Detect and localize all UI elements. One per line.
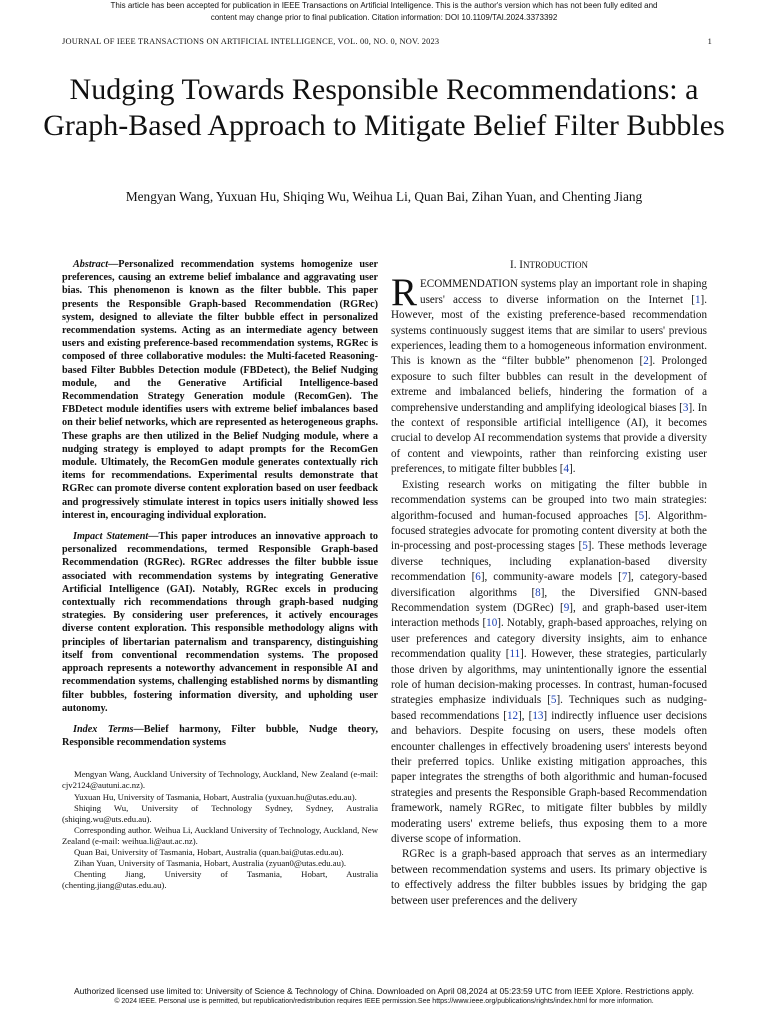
copyright-notice: © 2024 IEEE. Personal use is permitted, but republication/redistribution requires IEEE permission.See https://www.ieee.org/publications/rights/index.html for more information. <box>114 998 654 1005</box>
abstract-text: Personalized recommendation systems homogenize user preferences, causing an extreme belief imbalance and aggravating user bias. This phenomenon is known as the filter bubble. This paper presents the Responsible Graph-based Recommendation (RGRec) system, designed to alleviate the filter bubble effect in personalized recommendation systems. Acting as an intermediate agency between users and existing preference-based recommendation systems, RGRec is composed of three collaborative modules: the Multi-faceted Reasoning-based Filter Bubbles Detection module (FBDetect), the Belief Nudging module, and the Generative Artificial Intelligence-based Recommendation Strategy Generation module (RecomGen). The FBDetect module identifies users with extreme belief imbalances based on their belief networks, which are represented as heterogeneous graphs. These graphs are then utilized in the Belief Nudging module, where a nudging strategy is employed to adapt prompts for the RecomGen module. Ultimately, the RecomGen module generates contextually rich items for recommendations. Experimental results demonstrate that RGRec can promote diverse content exploration based on user feedback and progressively stimulate interest in topics users initially showed less interest in, encouraging individual exploration. <box>62 259 378 521</box>
citation-link[interactable]: 12 <box>506 709 519 722</box>
affiliation-note: Mengyan Wang, Auckland University of Technology, Auckland, New Zealand (e-mail: cjv2124@autuni.ac.nz). <box>62 769 378 791</box>
citation-link[interactable]: 5 <box>550 694 557 707</box>
download-footer <box>0 986 768 1007</box>
citation-link[interactable]: 1 <box>694 293 701 306</box>
affiliation-note: Yuxuan Hu, University of Tasmania, Hobart, Australia (yuxuan.hu@utas.edu.au). <box>74 791 357 802</box>
intro-paragraph-2: Existing research works on mitigating the filter bubble in recommendation systems can be grouped into two main strategies: algorithm-focused and human-focused approaches [5]. Algorithm-focused strategies advocate for promoting content diversity at both the in-processing and post-processing stages [5]. These methods leverage diverse techniques, including explanation-based diversity recommendation [6], community-aware models [7], category-based diversification algorithms [8], the Diversified GNN-based Recommendation system (DGRec) [9], and graph-based user-item interaction methods [10]. Notably, graph-based approaches, relying on user preferences and category diversity insights, aim to enhance recommendation quality [11]. However, these strategies, particularly those driven by algorithms, may unintentionally ignore the essential role of human decision-making processes. In contrast, human-focused strategies emphasize individuals [5]. Techniques such as nudging-based recommendations [12], [13] indirectly influence user decisions and behaviors. Despite focusing on users, these models often encounter challenges in effectively broadening users' interests beyond their preferred topics. Unlike existing mitigation approaches, this paper integrates the strengths of both algorithmic and human-focused strategies and presents the Responsible Graph-based Recommendation framework, namely RGRec, to mitigate filter bubbles by mildly moderating users' extreme beliefs, thus exposing them to a more diverse scope of information. <box>391 478 708 846</box>
page-number: 1 <box>707 37 712 46</box>
abstract: Abstract—Personalized recommendation systems homogenize user preferences, causing an extreme belief imbalance and aggravating user bias. This phenomenon is known as the filter bubble. This paper presents the Responsible Graph-based Recommendation (RGRec) system, designed to alleviate the filter bubble effect in personalized recommendation systems. Acting as an intermediate agency between users and existing preference-based recommendation systems, RGRec is composed of three collaborative modules: the Multi-faceted Reasoning-based Filter Bubbles Detection module (FBDetect), the Belief Nudging module, and the Generative Artificial Intelligence-based Recommendation Strategy Generation module (RecomGen). The FBDetect module identifies users with extreme belief imbalances based on their belief networks, which are represented as heterogeneous graphs. These graphs are then utilized in the Belief Nudging module, where a nudging strategy is employed to adapt prompts for the RecomGen module. Ultimately, the RecomGen module generates contextually rich items for recommendations. Experimental results demonstrate that RGRec can promote diverse content exploration based on user feedback and progressively stimulate interest in topics users initially showed less interest in, encouraging individual exploration. <box>62 259 378 521</box>
affiliation-note: Quan Bai, University of Tasmania, Hobart, Australia (quan.bai@utas.edu.au). <box>74 846 344 857</box>
citation-link[interactable]: 10 <box>486 617 498 630</box>
index-terms-text: Belief harmony, Filter bubble, Nudge theory, Responsible recommendation systems <box>62 723 378 749</box>
license-notice: Authorized licensed use limited to: University of Science & Technology of China. Downloaded on April 08,2024 at 05:23:59 UTC from IEEE Xplore. Restrictions apply. <box>73 986 695 996</box>
right-column <box>391 258 707 909</box>
section-title-initial: I <box>519 259 523 271</box>
author-list: Mengyan Wang, Yuxuan Hu, Shiqing Wu, Weihua Li, Quan Bai, Zihan Yuan, and Chenting Jiang <box>125 189 643 204</box>
citation-link[interactable]: 4 <box>563 463 570 476</box>
impact-statement-label: Impact Statement <box>73 531 149 543</box>
citation-link[interactable]: 13 <box>532 709 544 722</box>
abstract-label: Abstract <box>73 259 109 270</box>
citation-link[interactable]: 11 <box>509 648 521 661</box>
section-number: I. <box>510 259 517 271</box>
journal-name: JOURNAL OF IEEE TRANSACTIONS ON ARTIFICIAL INTELLIGENCE, VOL. 00, NO. 0, NOV. 2023 <box>62 37 440 46</box>
paper-title: Nudging Towards Responsible Recommendations: a Graph-Based Approach to Mitigate Belief Filter Bubbles <box>43 73 725 142</box>
citation-link[interactable]: 2 <box>643 355 649 368</box>
citation-link[interactable]: 5 <box>638 509 645 522</box>
citation-link[interactable]: 7 <box>621 571 628 584</box>
affiliation-note: Shiqing Wu, University of Technology Sydney, Sydney, Australia (shiqing.wu@uts.edu.au). <box>62 802 378 824</box>
section-heading <box>391 258 707 273</box>
citation-link[interactable]: 5 <box>582 540 588 553</box>
drop-cap: R <box>391 271 418 315</box>
citation-link[interactable]: 9 <box>563 601 570 614</box>
index-terms-label: Index Terms <box>73 723 134 735</box>
impact-statement-text: This paper introduces an innovative approach to personalized recommendations, termed Responsible Graph-based Recommendation (RGRec). RGRec addresses the filter bubble issue associated with recommendation systems by integrating Generative Artificial Intelligence (GAI). Notably, RGRec excels in producing contextually rich recommendations through graph-based nudging strategies. By considering user preferences, it actively encourages diverse content exploration. This responsible methodology aligns with principles of libertarian paternalism and transparency, distinguishing itself from conventional recommendation systems. The proposed approach represents a noteworthy advancement in responsible AI and recommendation systems, challenging established norms by dismantling filter bubbles, fostering information diversity, and upholding user autonomy. <box>62 531 378 714</box>
section-title-rest: NTRODUCTION <box>522 260 588 270</box>
left-column <box>62 258 378 891</box>
affiliation-note: Corresponding author. Weihua Li, Auckland University of Technology, Auckland, New Zealand (e-mail: weihua.li@aut.ac.nz). <box>62 824 378 846</box>
banner-line-1: This article has been accepted for publication in IEEE Transactions on Artificial Intelligence. This is the author's version which has not been fully edited and <box>110 1 658 10</box>
banner-line-2: content may change prior to final publication. Citation information: DOI 10.1109/TAI.2024.3373392 <box>210 13 558 22</box>
citation-link[interactable]: 3 <box>682 401 689 414</box>
affiliation-note: Chenting Jiang, University of Tasmania, Hobart, Australia (chenting.jiang@utas.edu.au). <box>62 869 378 891</box>
citation-link[interactable]: 6 <box>475 571 481 584</box>
author-affiliations <box>62 769 378 891</box>
citation-link[interactable]: 8 <box>535 586 541 599</box>
index-terms: Index Terms—Belief harmony, Filter bubble, Nudge theory, Responsible recommendation systems <box>62 723 378 749</box>
affiliation-note: Zihan Yuan, University of Tasmania, Hobart, Australia (zyuan0@utas.edu.au). <box>74 858 347 869</box>
intro-paragraph-1 <box>391 271 707 477</box>
running-header <box>62 37 712 46</box>
intro-paragraph-3: RGRec is a graph-based approach that serves as an intermediary between recommendation systems and users. Its primary objective is to effectively address the filter bubbles issues by bridging the gap between user preferences and the delivery <box>391 848 707 907</box>
publication-banner <box>0 0 768 24</box>
intro-paragraph-1-body: ECOMMENDATION systems play an important role in shaping users' access to diverse information on the Internet [1]. However, most of the existing preference-based recommendation systems continuously suggest items that are similar to users' previous experiences, leading them to a homogeneous information environment. This is known as the “filter bubble” phenomenon [2]. Prolonged exposure to such filter bubbles can result in the development of extreme and imbalanced beliefs, hindering the formation of a comprehensive understanding and amplifying ideological biases [3]. In the context of responsible artificial intelligence (AI), it becomes crucial to develop AI recommendation systems that provide a diversity of content and viewpoints, rather than reinforcing existing user preferences, to mitigate filter bubbles [4]. <box>391 278 707 476</box>
impact-statement: Impact Statement—This paper introduces an innovative approach to personalized recommendations, termed Responsible Graph-based Recommendation (RGRec). RGRec addresses the filter bubble issue associated with recommendation systems by integrating Generative Artificial Intelligence (GAI). Notably, RGRec excels in producing contextually rich recommendations through graph-based nudging strategies. By considering user preferences, it actively encourages diverse content exploration. This responsible methodology aligns with principles of libertarian paternalism and transparency, distinguishing itself from conventional recommendation systems. The proposed approach represents a noteworthy advancement in responsible AI and recommendation systems, challenging established norms by dismantling filter bubbles, fostering information diversity, and upholding user autonomy. <box>62 531 378 714</box>
